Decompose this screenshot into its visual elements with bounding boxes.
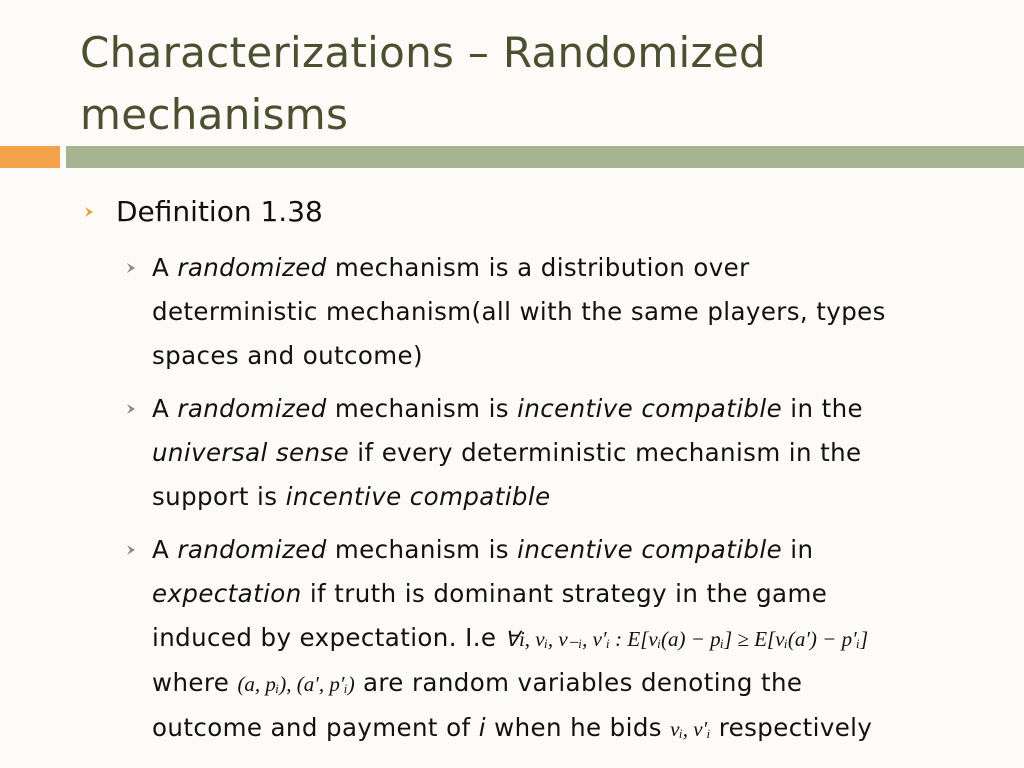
- arrow-bullet-icon: [126, 403, 136, 415]
- accent-bar-orange: [0, 146, 60, 168]
- arrow-bullet-icon: [126, 262, 136, 274]
- random-variables-formula: (a, pᵢ), (a′, p′ᵢ): [237, 672, 355, 696]
- accent-bar-green: [66, 146, 1024, 168]
- arrow-bullet-icon: [84, 206, 94, 218]
- title-line-2: mechanisms: [80, 90, 349, 139]
- slide-title: [80, 22, 980, 146]
- title-line-1: Characterizations – Randomized: [80, 28, 766, 77]
- ic-expectation-formula: ∀i, vᵢ, v₋ᵢ, v′ᵢ : E[vᵢ(a) − pᵢ] ≥ E[vᵢ(a′) − p′ᵢ]: [504, 627, 869, 651]
- bullet-randomized-mechanism: A randomized mechanism is a distribution over deterministic mechanism(all with the same players, types spaces and outcome): [152, 253, 886, 370]
- bullet-expectation: A randomized mechanism is incentive compatible in expectation if truth is dominant strategy in the game induced by expectation. I.e ∀i, vᵢ, v₋ᵢ, v′ᵢ : E[vᵢ(a) − pᵢ] ≥ E[vᵢ(a′) − p′ᵢ] where (a, pᵢ), (a′, p′ᵢ) are random variables denoting the outcome and payment of i when he bids vᵢ, v′ᵢ respectively: [152, 535, 873, 742]
- definition-label: Definition 1.38: [116, 195, 323, 228]
- bids-formula: vᵢ, v′ᵢ: [670, 717, 711, 741]
- arrow-bullet-icon: [126, 544, 136, 556]
- bullet-universal-sense: A randomized mechanism is incentive compatible in the universal sense if every deterministic mechanism in the support is incentive compatible: [152, 394, 863, 511]
